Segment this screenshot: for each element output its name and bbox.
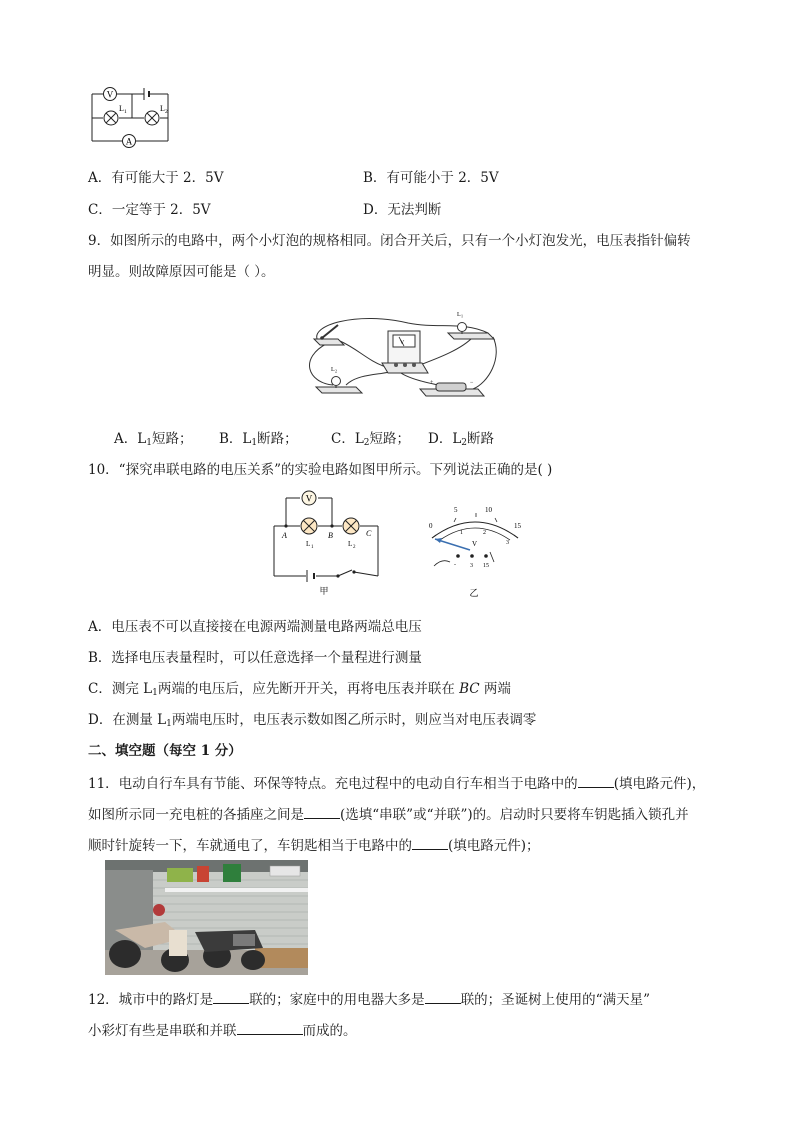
q8-option-d: D．无法判断	[363, 202, 442, 218]
section-title-fill-in: 二、填空题（每空 1 分）	[88, 743, 242, 759]
q8-option-b: B．有可能小于 2．5V	[363, 170, 499, 186]
q8-lamp-l1-symbol	[104, 104, 127, 125]
svg-text:2: 2	[335, 368, 337, 374]
q8-ammeter-symbol	[123, 135, 136, 148]
q10-jia-point-b: B	[328, 531, 333, 540]
q12-blank-2[interactable]	[425, 991, 461, 1004]
svg-text:3: 3	[506, 540, 509, 546]
svg-text:2: 2	[353, 545, 356, 550]
q9-option-c: C．$L_2$短路；	[331, 431, 411, 448]
q10-jia-caption: 甲	[319, 586, 329, 596]
q12-line2: 小彩灯有些是串联和并联 而成的。	[88, 1023, 357, 1039]
svg-text:L: L	[348, 540, 353, 548]
svg-text:1: 1	[460, 530, 463, 536]
q8-option-a: A．有可能大于 2．5V	[88, 170, 224, 186]
svg-text:2: 2	[483, 530, 486, 536]
q9-circuit-illustration	[298, 303, 498, 403]
svg-text:L: L	[119, 104, 124, 113]
q8-lamp-l2-symbol	[145, 104, 168, 125]
q9-option-a: A．$L_1$短路；	[114, 431, 193, 448]
svg-text:3: 3	[470, 563, 473, 569]
svg-text:V: V	[399, 340, 405, 346]
q11-charging-station-photo	[105, 860, 308, 975]
svg-text:5: 5	[454, 506, 458, 514]
q11-line2: 如图所示同一充电桩的各插座之间是 (选填“串联”或“并联”)的。启动时只要将车钥匙插入锁孔并	[88, 807, 689, 823]
svg-text:1: 1	[461, 313, 463, 319]
q9-voltmeter-illustration	[382, 331, 428, 373]
svg-text:2: 2	[165, 109, 168, 115]
q10-yi-caption: 乙	[469, 588, 479, 598]
svg-text:V: V	[305, 493, 313, 504]
q10-option-d: D．在测量 $L_1$两端电压时，电压表示数如图乙所示时，则应当对电压表调零	[88, 712, 537, 729]
q10-figure-jia	[266, 488, 386, 598]
q11-blank-3[interactable]	[412, 837, 448, 850]
q10-jia-point-c: C	[366, 529, 372, 538]
q10-jia-lamp-l2	[343, 518, 359, 550]
q10-jia-point-a: A	[282, 531, 287, 540]
svg-text:15: 15	[514, 522, 521, 530]
svg-text:1: 1	[311, 545, 314, 550]
q9-switch-illustration	[314, 325, 344, 345]
q12-line1: 12．城市中的路灯是 联的；家庭中的用电器大多是 联的；圣诞树上使用的“满天星”	[88, 992, 650, 1008]
q10-option-a: A．电压表不可以直接接在电源两端测量电路两端总电压	[88, 619, 422, 635]
svg-text:-: -	[454, 562, 456, 568]
svg-text:15: 15	[483, 563, 489, 569]
svg-text:10: 10	[485, 506, 492, 514]
q11-line3: 顺时针旋转一下，车就通电了，车钥匙相当于电路中的 (填电路元件)；	[88, 838, 540, 854]
svg-text:L: L	[331, 367, 335, 373]
svg-text:+: +	[430, 380, 434, 386]
q10-jia-voltmeter	[302, 491, 316, 505]
q9-option-d: D．$L_2$断路	[428, 431, 495, 448]
q10-option-b: B．选择电压表量程时，可以任意选择一个量程进行测量	[88, 650, 422, 666]
svg-text:V: V	[106, 89, 114, 100]
svg-text:L: L	[160, 104, 165, 113]
q11-blank-2[interactable]	[304, 806, 340, 819]
q9-stem-line2: 明显。则故障原因可能是（ ）。	[88, 264, 275, 280]
q8-circuit-diagram	[88, 84, 178, 148]
svg-text:V: V	[472, 540, 478, 548]
svg-text:0: 0	[429, 522, 433, 530]
q10-option-c: C．测完 $L_1$两端的电压后，应先断开开关，再将电压表并联在 BC 两端	[88, 681, 511, 698]
svg-text:L: L	[306, 540, 311, 548]
q10-figure-yi	[420, 500, 530, 600]
q10-stem: 10．“探究串联电路的电压关系”的实验电路如图甲所示。下列说法正确的是( )	[88, 462, 553, 478]
svg-text:L: L	[457, 312, 461, 318]
q8-voltmeter-symbol	[104, 88, 117, 101]
q9-stem-line1: 9．如图所示的电路中，两个小灯泡的规格相同。闭合开关后，只有一个小灯泡发光，电压表指针偏转	[88, 233, 691, 249]
q8-option-c: C．一定等于 2．5V	[88, 202, 211, 218]
q9-lamp-l2-illustration	[316, 367, 362, 393]
svg-text:A: A	[125, 136, 133, 147]
q12-blank-3[interactable]	[237, 1022, 303, 1035]
svg-text:−: −	[470, 380, 474, 386]
q12-blank-1[interactable]	[213, 991, 249, 1004]
q10-jia-lamp-l1	[301, 518, 317, 550]
svg-text:1: 1	[124, 109, 127, 115]
q11-line1: 11．电动自行车具有节能、环保等特点。充电过程中的电动自行车相当于电路中的 (填电路元件)，	[88, 776, 706, 792]
q11-blank-1[interactable]	[578, 775, 614, 788]
q9-option-b: B．$L_1$断路；	[219, 431, 298, 448]
